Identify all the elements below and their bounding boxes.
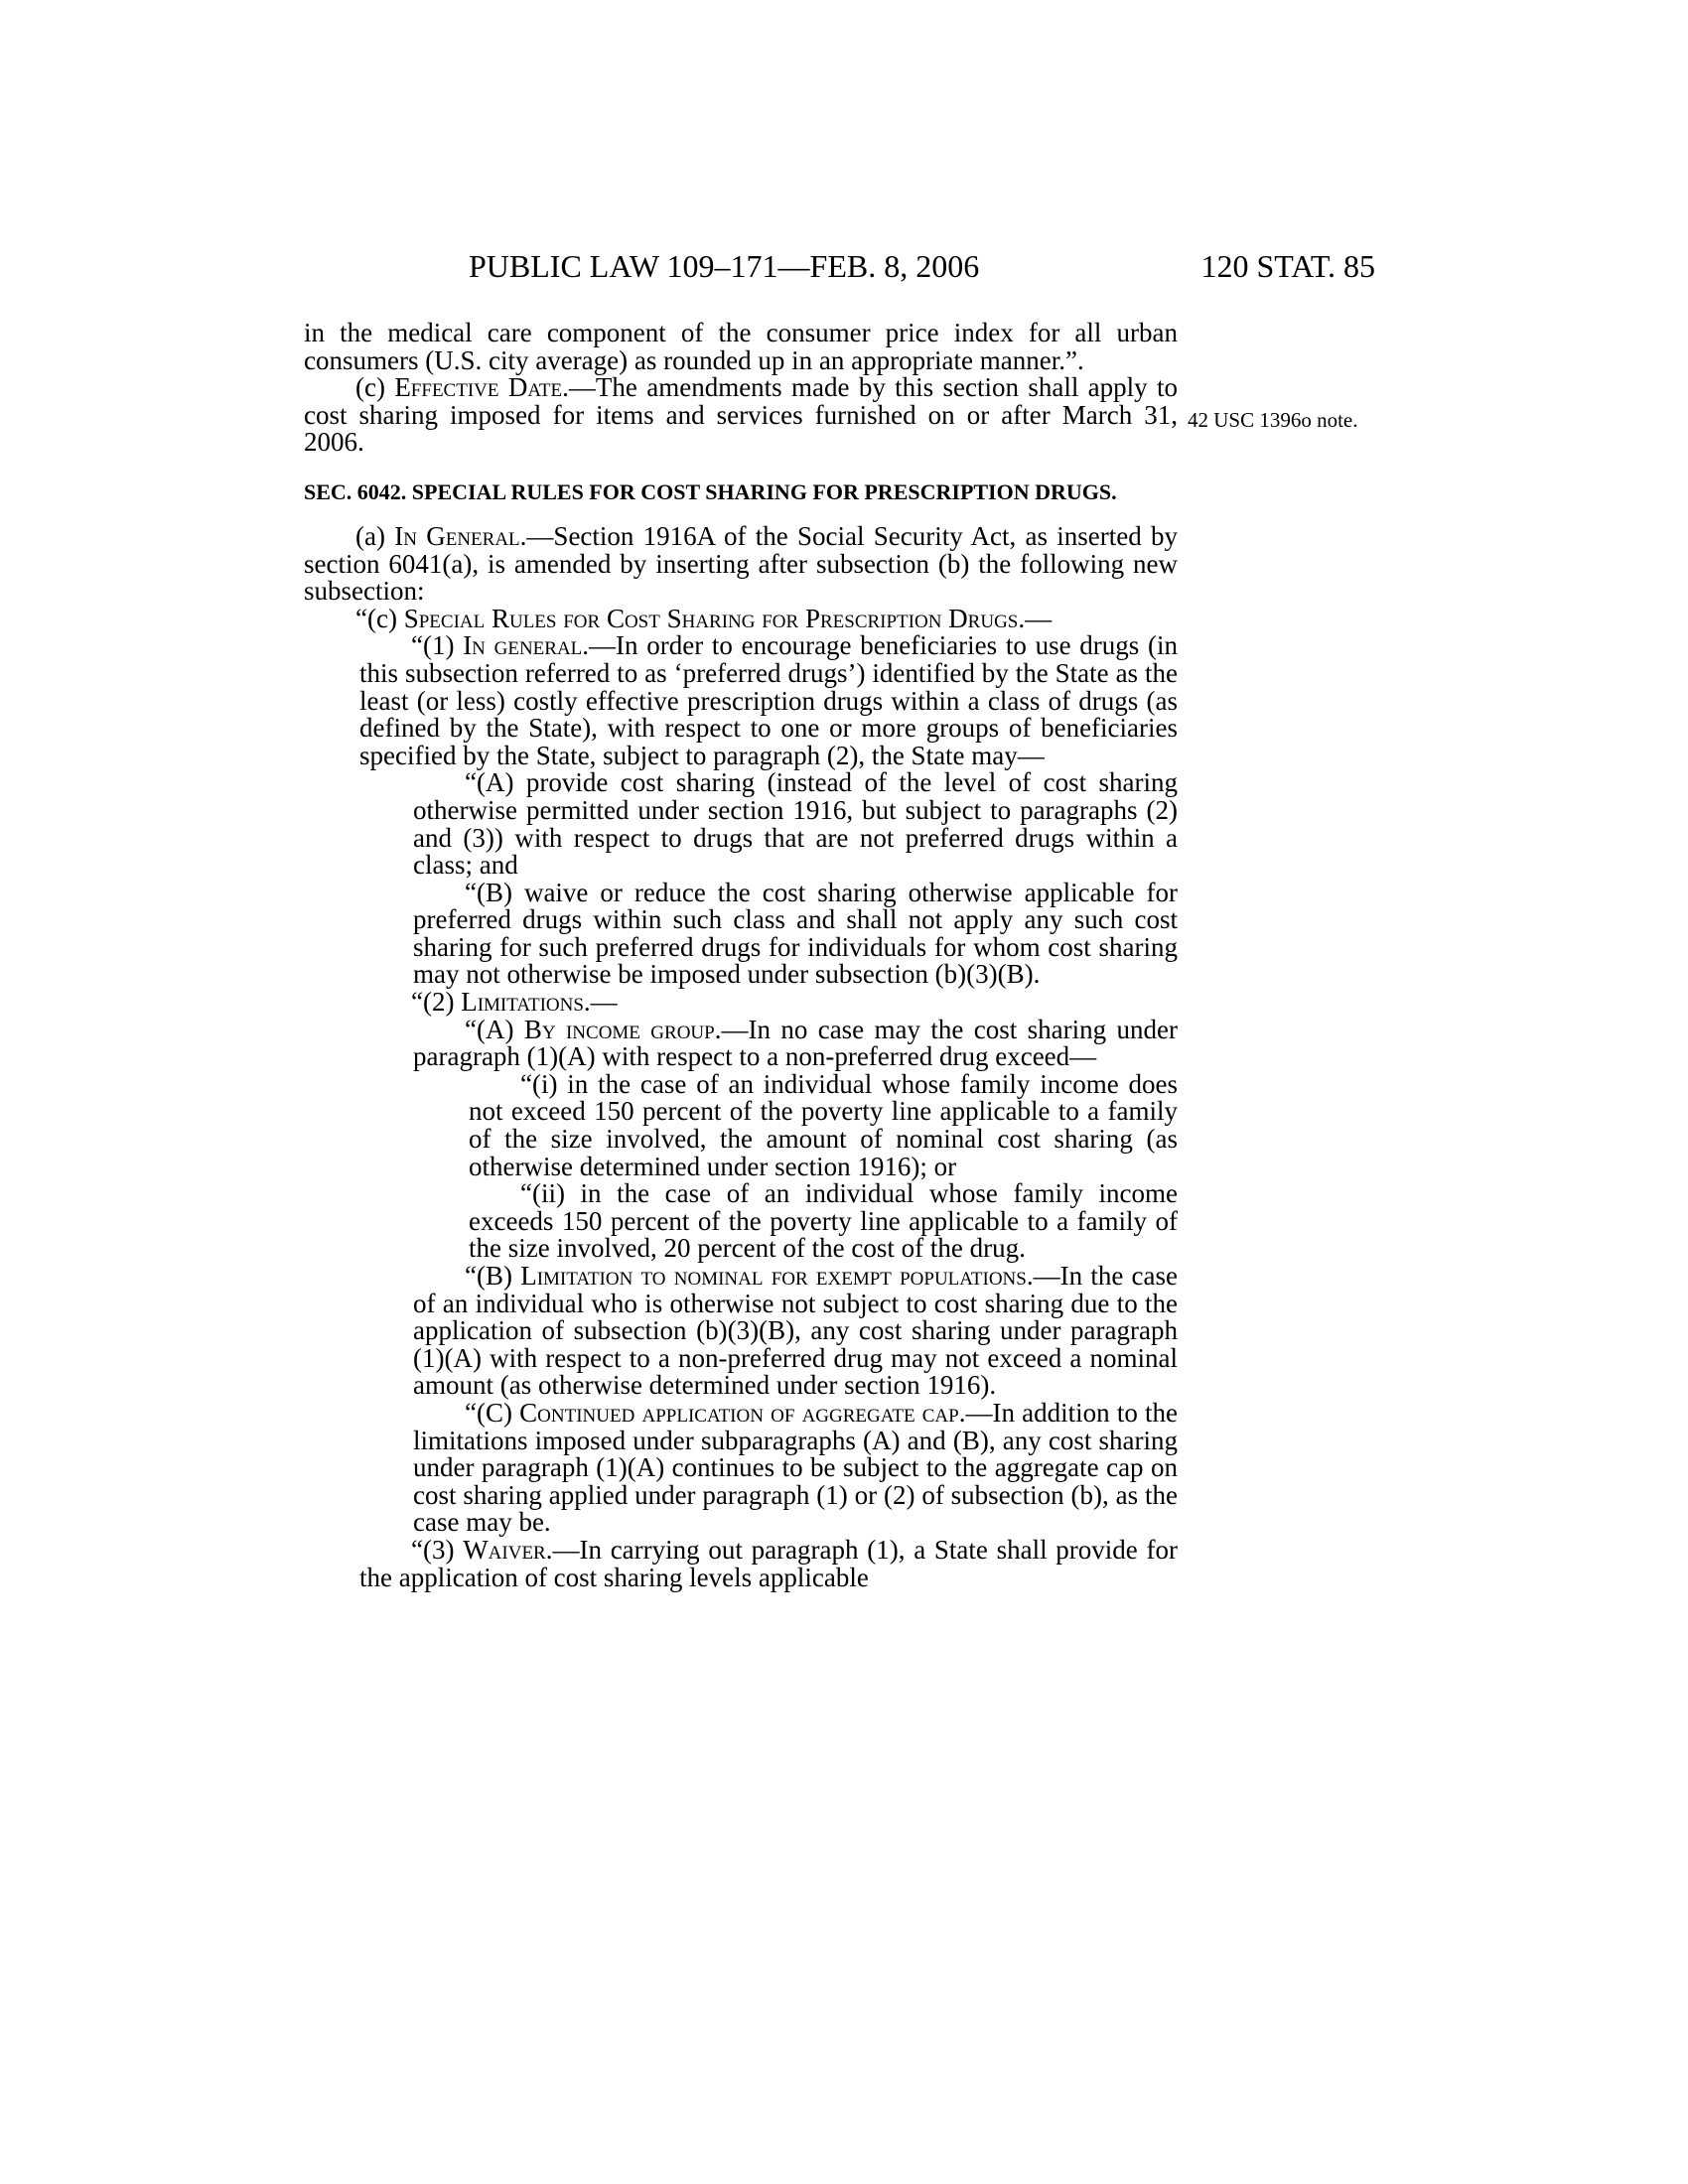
heading-by-income-group: By income group bbox=[523, 1014, 715, 1044]
heading-in-general: In General bbox=[394, 520, 520, 551]
heading-limitations: Limitations bbox=[461, 987, 584, 1018]
margin-citation-note: 42 USC 1396o note. bbox=[1188, 408, 1358, 432]
page-header bbox=[304, 248, 1375, 288]
paragraph-2-limitations: “(2) Limitations.— bbox=[411, 987, 618, 1018]
paragraph-effective-date: (c) Effective Date.—The amendments made by this section shall apply to cost sharing imposed for items and services furnished on or after March 31, 2006. bbox=[304, 372, 1178, 458]
paragraph-3-waiver: “(3) Waiver.—In carrying out paragraph (1), a State shall provide for the application of cost sharing levels applicable bbox=[359, 1534, 1178, 1592]
heading-waiver: Waiver bbox=[463, 1534, 546, 1565]
heading-effective-date: Effective Date bbox=[394, 372, 563, 403]
subparagraph-1b: “(B) waive or reduce the cost sharing otherwise applicable for preferred drugs within such class and shall not apply any such cost sharing for such preferred drugs for individuals for whom cost sharing may not otherwise be imposed under subsection (b)(3)(B). bbox=[413, 877, 1178, 990]
document-body bbox=[304, 320, 1178, 1591]
subparagraph-2b: “(B) Limitation to nominal for exempt populations.—In the case of an individual who is otherwise not subject to cost sharing due to the application of subsection (b)(3)(B), any cost sharing under paragraph (1)(A) with respect to a non-preferred drug may not exceed a nominal amount (as otherwise determined under section 1916). bbox=[413, 1261, 1178, 1401]
paragraph-1-in-general: “(1) In general.—In order to encourage beneficiaries to use drugs (in this subsection referred to as ‘preferred drugs’) identified by the State as the least (or less) costly effective prescription drugs within a class of drugs (as defined by the State), with respect to one or more groups of beneficiaries specified by the State, subject to paragraph (2), the State may— bbox=[359, 630, 1178, 770]
clause-2a-ii: “(ii) in the case of an individual whose family income exceeds 150 percent of the poverty line applicable to a family of the size involved, 20 percent of the cost of the drug. bbox=[469, 1178, 1178, 1264]
statute-page-number: 120 STAT. 85 bbox=[1200, 248, 1375, 284]
subparagraph-2a: “(A) By income group.—In no case may the cost sharing under paragraph (1)(A) with respect to a non-preferred drug exceed— bbox=[413, 1014, 1179, 1072]
running-head-title: PUBLIC LAW 109–171—FEB. 8, 2006 bbox=[469, 248, 980, 284]
heading-1-in-general: In general bbox=[463, 630, 583, 661]
heading-special-rules: Special Rules for Cost Sharing for Prescription Drugs bbox=[403, 603, 1019, 633]
section-heading: SEC. 6042. SPECIAL RULES FOR COST SHARING FOR PRESCRIPTION DRUGS. bbox=[304, 478, 1117, 504]
paragraph-in-general: (a) In General.—Section 1916A of the Social Security Act, as inserted by section 6041(a), is amended by inserting after subsection (b) the following new subsection: bbox=[304, 520, 1178, 607]
subparagraph-2c: “(C) Continued application of aggregate cap.—In addition to the limitations imposed under subparagraphs (A) and (B), any cost sharing under paragraph (1)(A) continues to be subject to the aggregate cap on cost sharing applied under paragraph (1) or (2) of subsection (b), as the case may be. bbox=[413, 1397, 1178, 1538]
paragraph-continuation: in the medical care component of the consumer price index for all urban consumers (U.S. city average) as rounded up in an appropriate manner.”. bbox=[304, 318, 1178, 375]
clause-2a-i: “(i) in the case of an individual whose family income does not exceed 150 percent of the poverty line applicable to a family of the size involved, the amount of nominal cost sharing (as otherwise determined under section 1916); or bbox=[469, 1068, 1178, 1181]
heading-exempt-populations: Limitation to nominal for exempt populations bbox=[520, 1261, 1027, 1291]
subparagraph-1a: “(A) provide cost sharing (instead of the level of cost sharing otherwise permitted under section 1916, but subject to paragraphs (2) and (3)) with respect to drugs that are not preferred drugs within a class; and bbox=[413, 767, 1178, 881]
heading-aggregate-cap: Continued application of aggregate cap bbox=[519, 1397, 959, 1428]
paragraph-subsection-c: “(c) Special Rules for Cost Sharing for Prescription Drugs.— bbox=[355, 603, 1053, 633]
